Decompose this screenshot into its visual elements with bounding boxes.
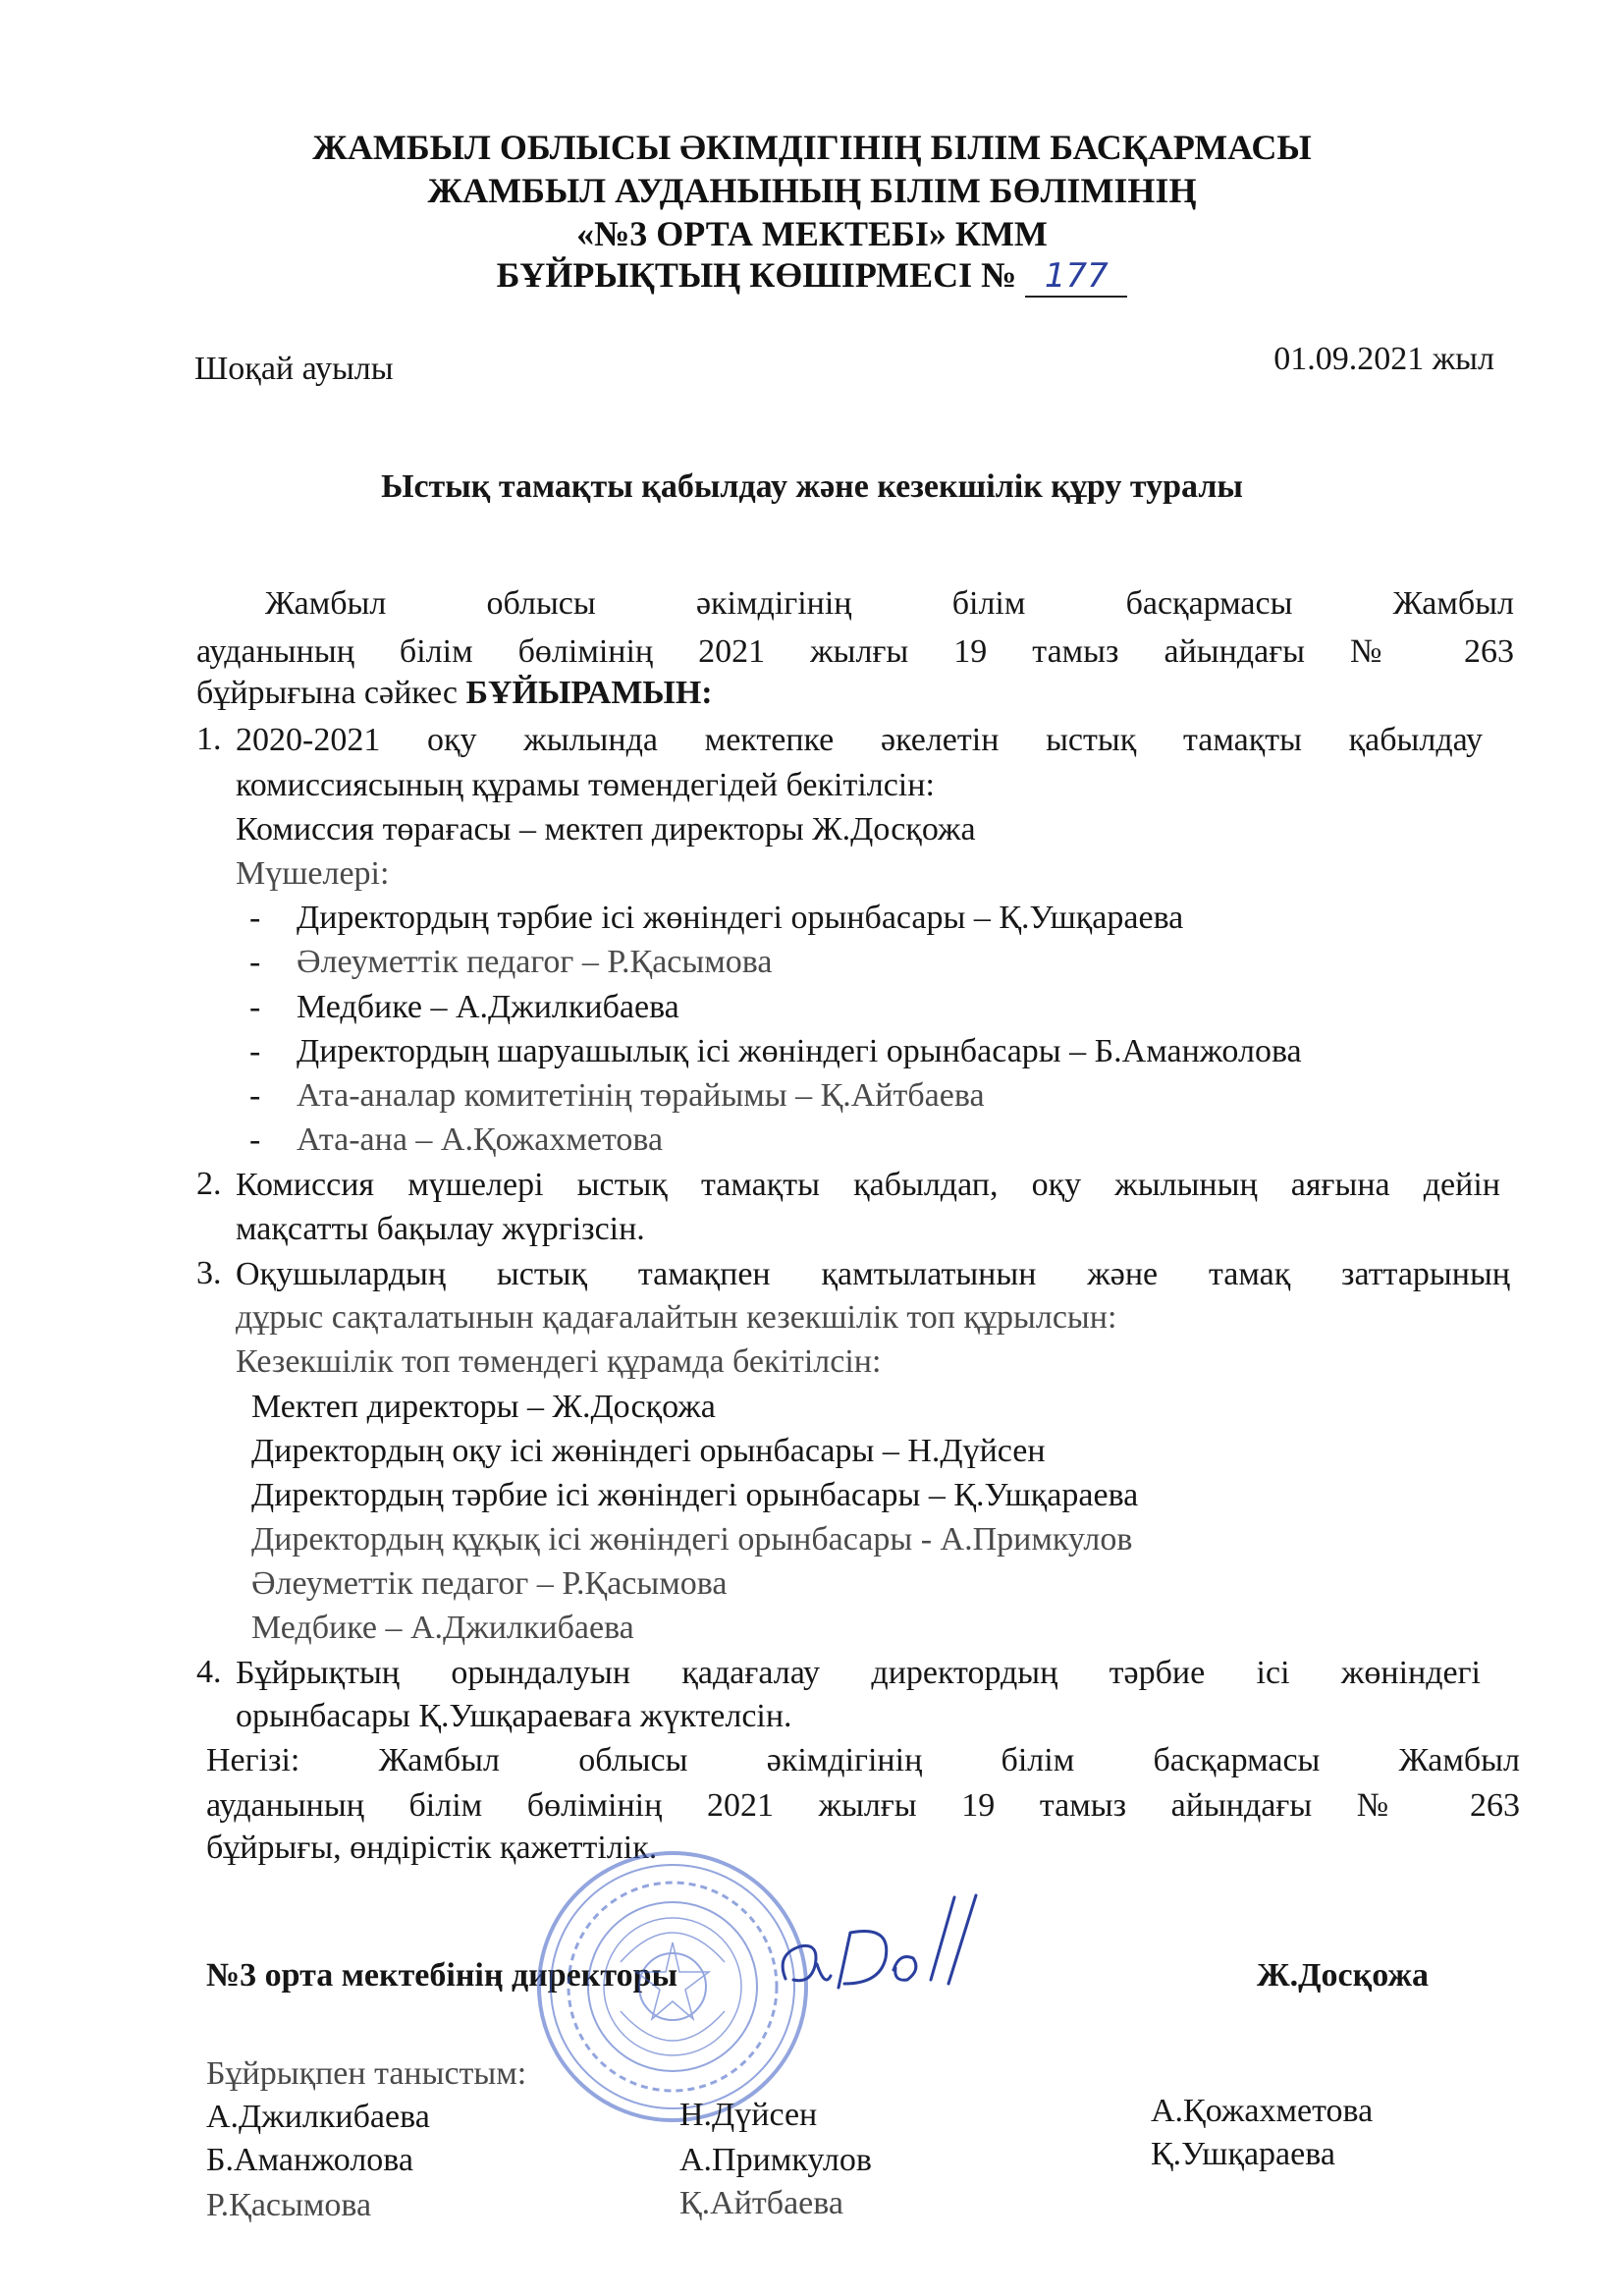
item-2-number: 2. xyxy=(196,1166,222,1202)
duty-member: Директордың тәрбие ісі жөніндегі орынбасары – Қ.Ушқараева xyxy=(251,1477,1139,1513)
item-1-line-1: 2020-2021 оқу жылында мектепке әкелетін ыстық тамақты қабылдау xyxy=(236,722,1483,758)
order-title: Ыстық тамақты қабылдау және кезекшілік құру туралы xyxy=(381,468,1243,505)
item-2-line-2: мақсатты бақылау жүргізсін. xyxy=(236,1211,645,1247)
item-2-line-1: Комиссия мүшелері ыстық тамақты қабылдап, оқу жылының аяғына дейін xyxy=(236,1167,1500,1203)
member-item: Әлеуметтік педагог – Р.Қасымова xyxy=(297,944,773,980)
basis-line-3: бұйрығы, өндірістік қажеттілік. xyxy=(206,1830,658,1866)
duty-member: Әлеуметтік педагог – Р.Қасымова xyxy=(251,1565,728,1602)
item-3-line-3: Кезекшілік топ төмендегі құрамда бекітілсін: xyxy=(236,1343,882,1380)
commission-chair: Комиссия төрағасы – мектеп директоры Ж.Досқожа xyxy=(236,811,976,847)
acquainted-name: Қ.Айтбаева xyxy=(679,2185,843,2221)
intro-line-3 xyxy=(196,674,713,713)
member-dash: - xyxy=(249,1121,261,1158)
duty-member: Медбике – А.Джилкибаева xyxy=(251,1610,634,1646)
place: Шоқай ауылы xyxy=(194,351,394,387)
item-3-number: 3. xyxy=(196,1255,222,1291)
member-item: Ата-аналар комитетінің төрайымы – Қ.Айтбаева xyxy=(297,1077,985,1114)
header-line-1: ЖАМБЫЛ ОБЛЫСЫ ӘКІМДІГІНІҢ БІЛІМ БАСҚАРМАСЫ xyxy=(312,128,1312,167)
member-dash: - xyxy=(249,1077,261,1114)
item-4-line-1: Бұйрықтың орындалуын қадағалау директордың тәрбие ісі жөніндегі xyxy=(236,1655,1481,1691)
member-dash: - xyxy=(249,900,261,936)
item-1-line-2: комиссиясының құрамы төмендегідей бекітілсін: xyxy=(236,767,935,803)
basis-line-1: Негізі: Жамбыл облысы әкімдігінің білім басқармасы Жамбыл xyxy=(206,1742,1520,1778)
item-3-line-1: Оқушылардың ыстық тамақпен қамтылатынын және тамақ заттарының xyxy=(236,1256,1510,1292)
item-4-line-2: орынбасары Қ.Ушқараеваға жүктелсін. xyxy=(236,1698,792,1734)
duty-member: Мектеп директоры – Ж.Досқожа xyxy=(251,1389,716,1425)
acquainted-name: Б.Аманжолова xyxy=(206,2142,414,2178)
acquainted-name: Р.Қасымова xyxy=(206,2187,372,2223)
acquainted-name: А.Джилкибаева xyxy=(206,2099,430,2135)
member-item: Медбике – А.Джилкибаева xyxy=(297,989,679,1025)
intro-text: бұйрығына сәйкес xyxy=(196,675,466,711)
acquainted-label: Бұйрықпен таныстым: xyxy=(206,2055,527,2092)
acquainted-name: Қ.Ушқараева xyxy=(1151,2136,1335,2172)
duty-member: Директордың құқық ісі жөніндегі орынбасары - А.Примкулов xyxy=(251,1521,1133,1558)
header-line-3: «№3 ОРТА МЕКТЕБІ» КММ xyxy=(576,214,1048,253)
intro-order-word: БҰЙЫРАМЫН: xyxy=(465,675,713,711)
duty-member: Директордың оқу ісі жөніндегі орынбасары – Н.Дүйсен xyxy=(251,1433,1046,1469)
member-dash: - xyxy=(249,944,261,980)
acquainted-name: Н.Дүйсен xyxy=(679,2097,818,2133)
member-item: Директордың шаруашылық ісі жөніндегі орынбасары – Б.Аманжолова xyxy=(297,1033,1302,1069)
intro-line-2: ауданының білім бөлімінің 2021 жылғы 19 тамыз айындағы № 263 xyxy=(196,633,1514,670)
basis-line-2: ауданының білім бөлімінің 2021 жылғы 19 тамыз айындағы № 263 xyxy=(206,1787,1520,1824)
member-dash: - xyxy=(249,1033,261,1069)
member-item: Директордың тәрбие ісі жөніндегі орынбасары – Қ.Ушқараева xyxy=(297,900,1184,936)
item-1-number: 1. xyxy=(196,721,222,757)
members-label: Мүшелері: xyxy=(236,855,390,892)
order-copy-label: БҰЙРЫҚТЫҢ КӨШІРМЕСІ № xyxy=(496,255,1017,295)
item-3-line-2: дұрыс сақталатынын қадағалайтын кезекшілік топ құрылсын: xyxy=(236,1299,1117,1336)
member-item: Ата-ана – А.Қожахметова xyxy=(297,1121,664,1158)
order-number: 177 xyxy=(1025,256,1127,298)
signature-name: Ж.Досқожа xyxy=(1257,1957,1429,1994)
acquainted-name: А.Примкулов xyxy=(679,2142,872,2178)
date: 01.09.2021 жыл xyxy=(1273,341,1494,377)
header-line-4 xyxy=(0,253,1624,298)
handwritten-signature xyxy=(766,1886,992,2013)
header-line-2: ЖАМБЫЛ АУДАНЫНЫҢ БІЛІМ БӨЛІМІНІҢ xyxy=(427,171,1197,210)
signature-position: №3 орта мектебінің директоры xyxy=(206,1957,678,1994)
intro-line-1: Жамбыл облысы әкімдігінің білім басқармасы Жамбыл xyxy=(265,585,1514,622)
acquainted-name: А.Қожахметова xyxy=(1151,2093,1374,2129)
item-4-number: 4. xyxy=(196,1654,222,1690)
member-dash: - xyxy=(249,989,261,1025)
